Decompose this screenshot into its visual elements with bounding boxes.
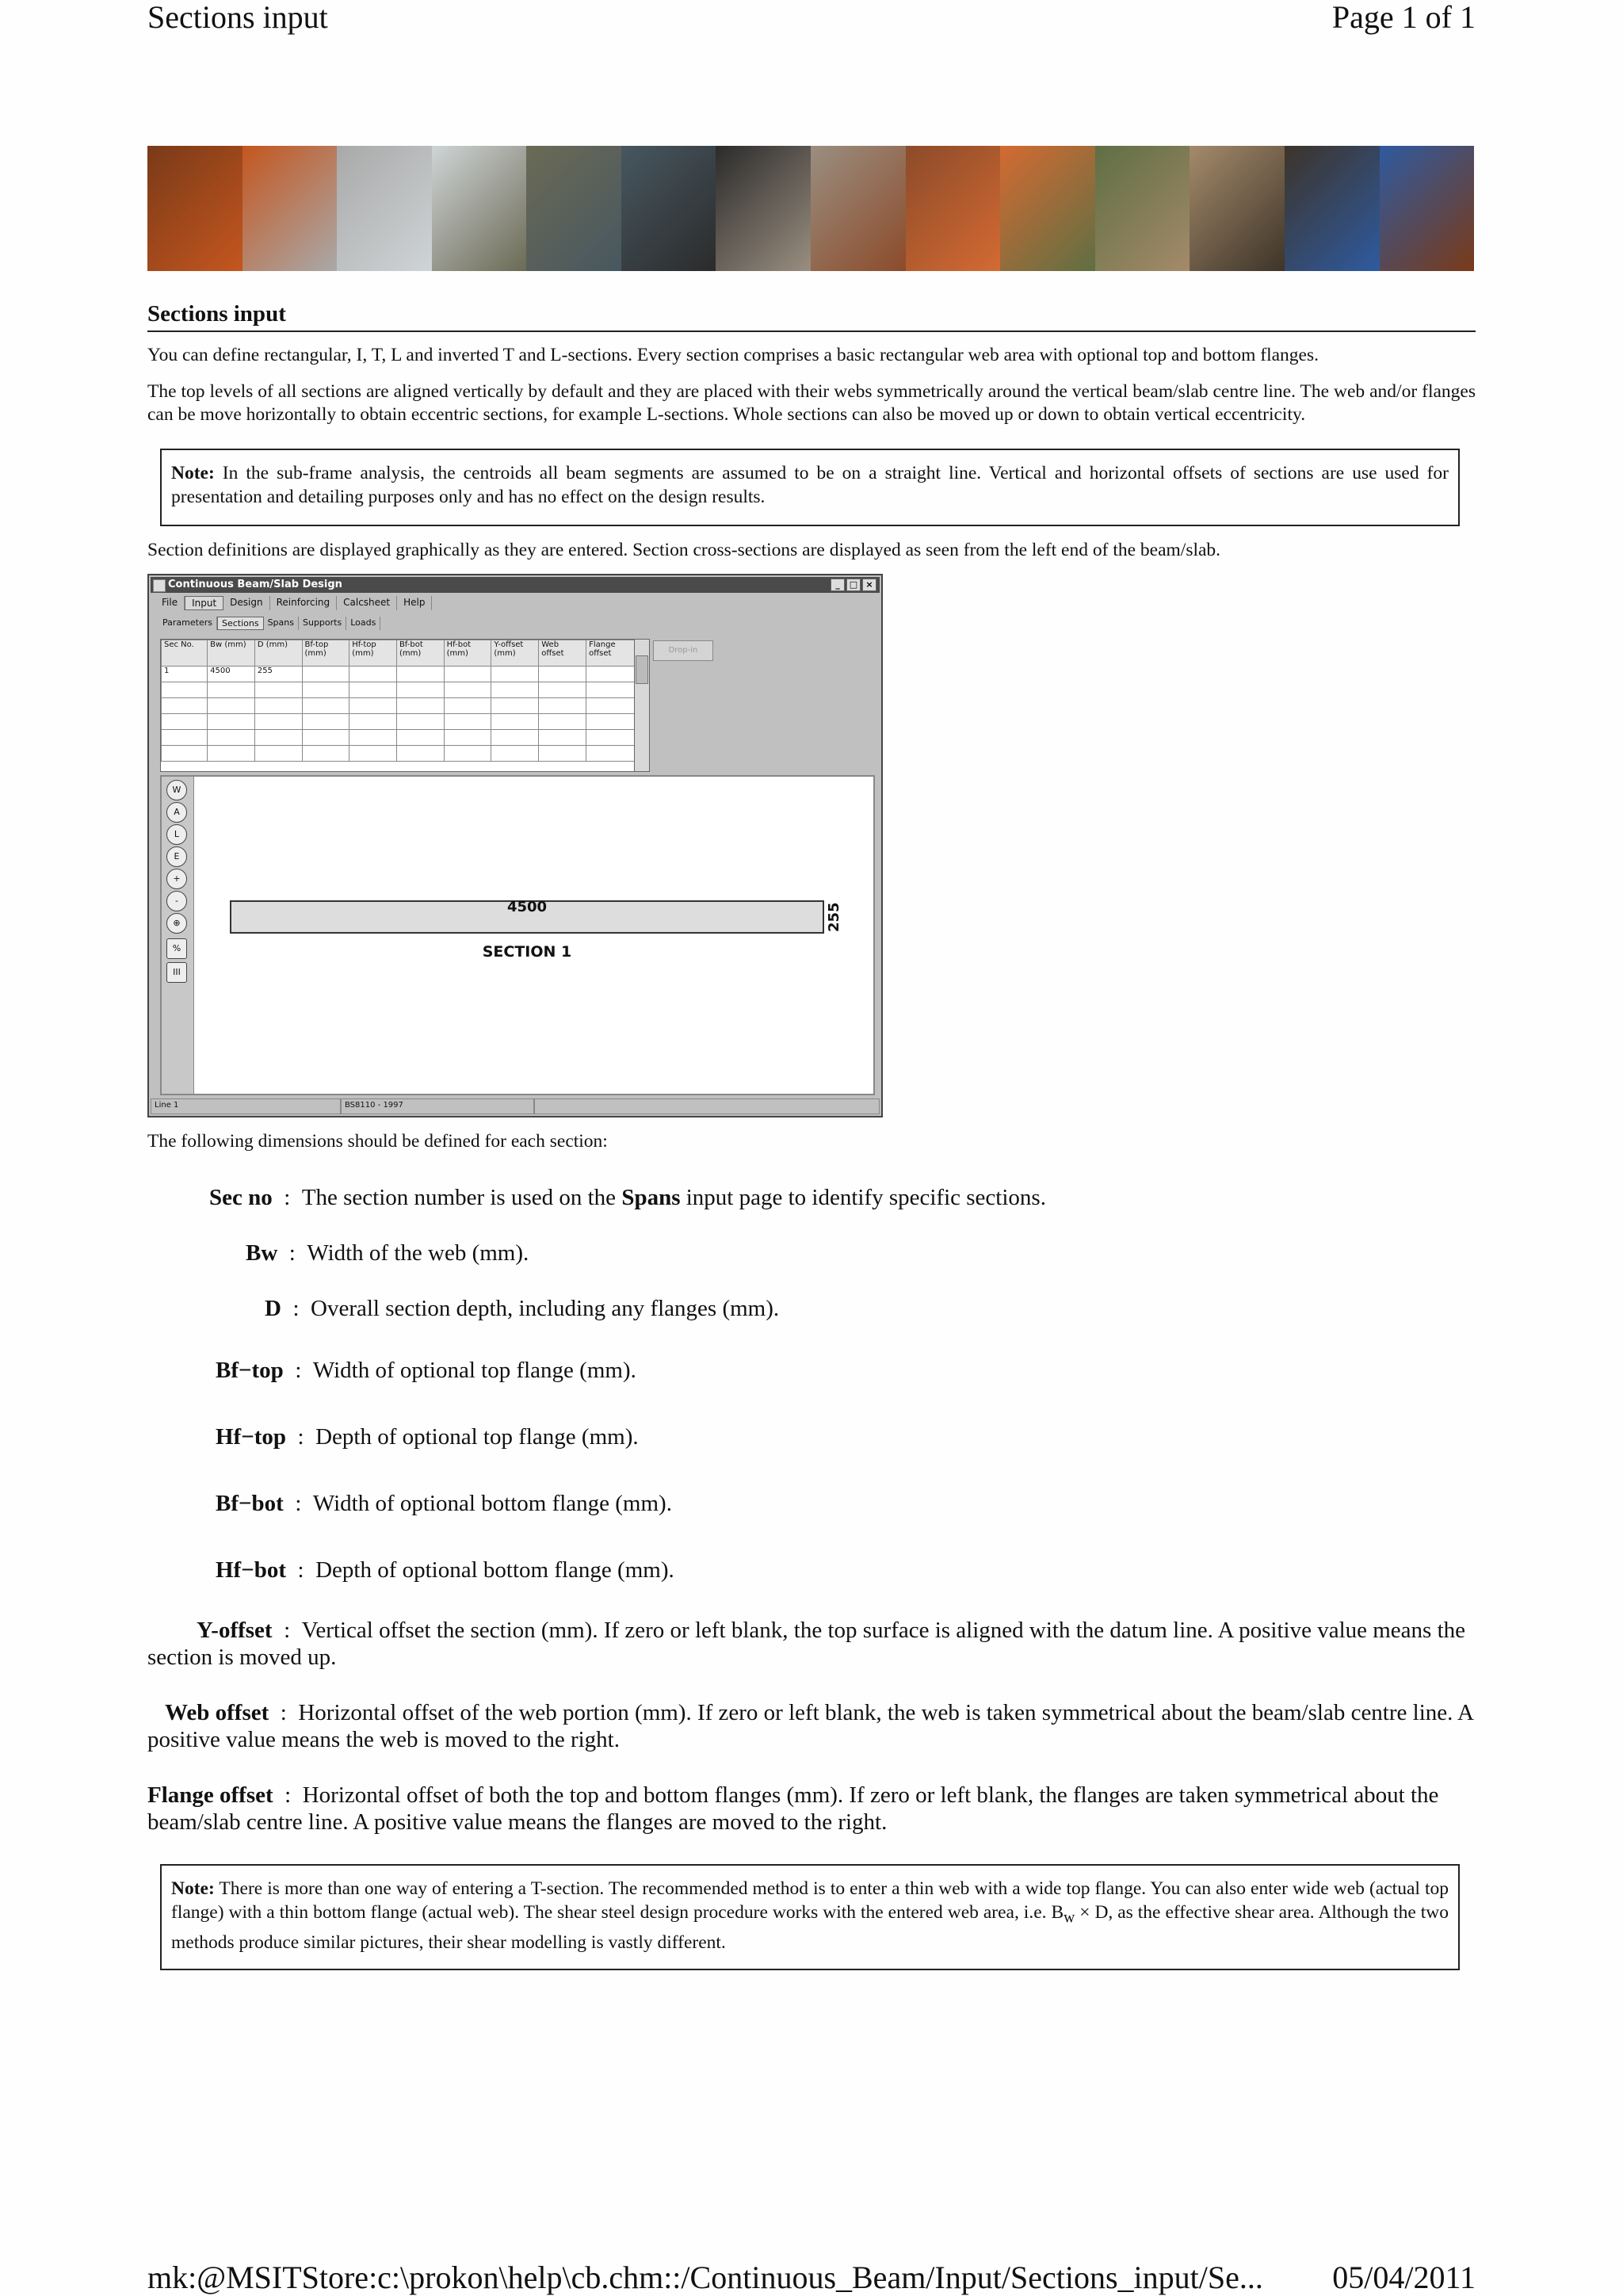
sections-grid	[160, 639, 636, 772]
banner-photo-panel	[1000, 146, 1095, 271]
display-paragraph: Section definitions are displayed graphically as they are entered. Section cross-sections are displayed as seen from the left end of the beam/slab.	[147, 540, 1221, 560]
page-number: Page 1 of 1	[1331, 0, 1476, 35]
grid-cell[interactable]	[586, 698, 635, 714]
grid-cell[interactable]	[539, 714, 586, 730]
grid-cell[interactable]	[444, 746, 491, 762]
maximize-button[interactable]: □	[846, 579, 861, 591]
tab-sections[interactable]: Sections	[217, 617, 264, 630]
col-bw: Bw (mm)	[208, 640, 255, 667]
alignment-paragraph: The top levels of all sections are aligned vertically by default and they are placed with their webs symmetrically around the vertical beam/slab centre line. The web and/or flanges can be move horizontally to obtain eccentric sections, for example L-sections. Whole sections can also be moved up or down to obtain vertical eccentricity.	[147, 381, 1476, 425]
grid-cell[interactable]	[586, 682, 635, 698]
banner-photo-panel	[337, 146, 432, 271]
zoom-all-icon[interactable]: A	[166, 802, 187, 823]
grid-cell[interactable]	[396, 746, 444, 762]
col-flange-offset: Flange offset	[586, 640, 635, 667]
grid-cell[interactable]	[349, 698, 397, 714]
status-line: Line 1	[151, 1098, 341, 1114]
grid-cell[interactable]	[539, 730, 586, 746]
grid-cell[interactable]	[208, 730, 255, 746]
table-row	[162, 714, 635, 730]
term: Sec no	[209, 1185, 273, 1210]
grid-cell[interactable]: 1	[162, 667, 208, 682]
grid-cell[interactable]	[302, 746, 349, 762]
grid-cell[interactable]	[349, 714, 397, 730]
table-row	[162, 667, 635, 682]
grid-cell[interactable]	[208, 698, 255, 714]
grid-cell[interactable]	[254, 730, 302, 746]
banner-photo-panel	[1380, 146, 1474, 271]
banner-photo-panel	[716, 146, 811, 271]
section-rectangle	[230, 900, 824, 934]
zoom-window-icon[interactable]: W	[166, 780, 187, 800]
app-window-screenshot	[147, 574, 883, 1117]
col-bf-bot: Bf-bot (mm)	[396, 640, 444, 667]
section-preview-canvas	[160, 775, 875, 1095]
grid-cell[interactable]	[302, 714, 349, 730]
term: Web offset	[165, 1700, 269, 1725]
tab-loads[interactable]: Loads	[346, 617, 380, 630]
grid-cell[interactable]	[491, 730, 539, 746]
grid-cell[interactable]	[586, 730, 635, 746]
def-d: D : Overall section depth, including any flanges (mm).	[265, 1296, 780, 1321]
page-header-title: Sections input	[147, 0, 328, 35]
col-y-offset: Y-offset (mm)	[491, 640, 539, 667]
grid-cell[interactable]	[302, 730, 349, 746]
def-web-offset: Web offset : Horizontal offset of the web portion (mm). If zero or left blank, the web is taken symmetrical about the beam/slab centre line. A positive value means the web is moved to the right.	[147, 1700, 1473, 1752]
term: Bw	[246, 1240, 278, 1266]
grid-cell[interactable]	[396, 730, 444, 746]
grid-cell[interactable]	[302, 667, 349, 682]
dimensions-intro: The following dimensions should be defined for each section:	[147, 1131, 608, 1152]
def-y-offset: Y-offset : Vertical offset the section (mm). If zero or left blank, the top surface is aligned with the datum line. A positive value means the section is moved up.	[147, 1618, 1466, 1670]
note-label: Note:	[171, 1878, 215, 1899]
banner-photo-panel	[432, 146, 527, 271]
scroll-thumb[interactable]	[636, 655, 648, 684]
grid-cell[interactable]	[254, 714, 302, 730]
banner-image-strip	[147, 146, 1474, 271]
note-label: Note:	[171, 463, 215, 483]
grid-cell[interactable]	[444, 682, 491, 698]
grid-cell[interactable]	[208, 714, 255, 730]
menu-bar	[155, 596, 432, 610]
grid-cell[interactable]	[491, 714, 539, 730]
banner-photo-panel	[242, 146, 338, 271]
dimension-icon[interactable]: III	[166, 962, 187, 983]
col-sec-no: Sec No.	[162, 640, 208, 667]
status-bar	[151, 1098, 880, 1114]
app-title: Continuous Beam/Slab Design	[168, 579, 342, 590]
term: Flange offset	[147, 1782, 273, 1808]
grid-cell[interactable]	[208, 682, 255, 698]
grid-cell[interactable]	[444, 730, 491, 746]
banner-photo-panel	[1095, 146, 1190, 271]
def-bf-top: Bf−top : Width of optional top flange (mm).	[216, 1358, 636, 1383]
app-title-bar	[151, 577, 880, 593]
section-name-label: SECTION 1	[482, 943, 572, 961]
grid-cell[interactable]	[254, 682, 302, 698]
term: Bf−bot	[216, 1491, 284, 1516]
pan-icon[interactable]: ⊕	[166, 913, 187, 934]
status-code: BS8110 - 1997	[341, 1098, 534, 1114]
grid-scrollbar[interactable]	[634, 639, 650, 772]
term: Y-offset	[197, 1618, 273, 1643]
grid-cell[interactable]	[162, 682, 208, 698]
grid-cell[interactable]	[302, 698, 349, 714]
term: Bf−top	[216, 1358, 284, 1383]
menu-reinforcing[interactable]: Reinforcing	[270, 596, 338, 610]
banner-photo-panel	[147, 146, 242, 271]
grid-cell[interactable]	[349, 730, 397, 746]
zoom-out-icon[interactable]: -	[166, 891, 187, 911]
table-row	[162, 698, 635, 714]
grid-cell[interactable]	[254, 698, 302, 714]
menu-calcsheet[interactable]: Calcsheet	[337, 596, 397, 610]
grid-cell[interactable]	[491, 682, 539, 698]
banner-photo-panel	[811, 146, 906, 271]
menu-file[interactable]: File	[155, 596, 185, 610]
note-box-tsection: Note: There is more than one way of entering a T-section. The recommended method is to enter a thin web with a wide top flange. You can also enter wide web (actual top flange) with a thin bottom flange (actual web). The shear steel design procedure works with the entered web area, i.e. $B_w \times D$, as the effective shear area. Although the two methods produce similar pictures, their shear modelling is vastly different.	[160, 1864, 1460, 1970]
tab-spans[interactable]: Spans	[264, 617, 299, 630]
grid-cell[interactable]	[491, 667, 539, 682]
term: Hf−top	[216, 1424, 287, 1450]
app-icon	[153, 579, 166, 592]
zoom-in-icon[interactable]: +	[166, 869, 187, 889]
status-empty	[534, 1098, 880, 1114]
menu-input[interactable]: Input	[185, 596, 223, 610]
grid-cell[interactable]	[586, 746, 635, 762]
grid-cell[interactable]	[162, 730, 208, 746]
grid-cell[interactable]	[254, 746, 302, 762]
grid-cell[interactable]	[162, 714, 208, 730]
grid-cell[interactable]	[162, 746, 208, 762]
footer-url: mk:@MSITStore:c:\prokon\help\cb.chm::/Continuous_Beam/Input/Sections_input/Se...	[147, 2260, 1263, 2295]
grid-cell[interactable]: 255	[254, 667, 302, 682]
banner-photo-panel	[526, 146, 621, 271]
col-hf-bot: Hf-bot (mm)	[444, 640, 491, 667]
scale-icon[interactable]: %	[166, 938, 187, 959]
table-row	[162, 746, 635, 762]
beam-depth-label: 255	[826, 902, 842, 932]
table-row	[162, 682, 635, 698]
table-row	[162, 730, 635, 746]
intro-paragraph: You can define rectangular, I, T, L and inverted T and L-sections. Every section comprises a basic rectangular web area with optional top and bottom flanges.	[147, 345, 1319, 365]
grid-cell[interactable]	[539, 667, 586, 682]
grid-cell[interactable]	[396, 714, 444, 730]
grid-cell[interactable]	[349, 682, 397, 698]
grid-cell[interactable]	[208, 746, 255, 762]
def-sec-no: Sec no : The section number is used on the Spans input page to identify specific sections.	[209, 1185, 1046, 1210]
grid-cell[interactable]	[396, 698, 444, 714]
grid-cell[interactable]	[491, 746, 539, 762]
banner-photo-panel	[1285, 146, 1380, 271]
footer-date: 05/04/2011	[1332, 2260, 1476, 2295]
grid-cell[interactable]	[396, 667, 444, 682]
menu-design[interactable]: Design	[223, 596, 269, 610]
grid-cell[interactable]	[539, 746, 586, 762]
def-bw: Bw : Width of the web (mm).	[246, 1240, 529, 1266]
col-d: D (mm)	[254, 640, 302, 667]
grid-cell[interactable]	[349, 746, 397, 762]
grid-cell[interactable]	[162, 698, 208, 714]
grid-cell[interactable]	[586, 667, 635, 682]
term: D	[265, 1296, 281, 1321]
tab-parameters[interactable]: Parameters	[158, 617, 217, 630]
note-box-subframe	[160, 449, 1460, 526]
grid-cell[interactable]	[539, 682, 586, 698]
zoom-extents-icon[interactable]: E	[166, 846, 187, 867]
def-bf-bot: Bf−bot : Width of optional bottom flange (mm).	[216, 1491, 672, 1516]
beam-width-label: 4500	[506, 899, 548, 915]
grid-cell[interactable]: 4500	[208, 667, 255, 682]
grid-cell[interactable]	[302, 682, 349, 698]
term: Hf−bot	[216, 1557, 287, 1583]
zoom-last-icon[interactable]: L	[166, 824, 187, 845]
close-button[interactable]: ×	[862, 579, 876, 591]
input-tabs	[158, 617, 380, 630]
grid-cell[interactable]	[539, 698, 586, 714]
menu-help[interactable]: Help	[397, 596, 432, 610]
grid-cell[interactable]	[444, 714, 491, 730]
def-hf-top: Hf−top : Depth of optional top flange (mm).	[216, 1424, 639, 1450]
grid-cell[interactable]	[349, 667, 397, 682]
tab-supports[interactable]: Supports	[299, 617, 346, 630]
note-text: In the sub-frame analysis, the centroids all beam segments are assumed to be on a straight line. Vertical and horizontal offsets of sections are use used for presentation and detailing purposes only and has no effect on the design results.	[171, 463, 1449, 507]
grid-cell[interactable]	[586, 714, 635, 730]
banner-photo-panel	[906, 146, 1001, 271]
col-web-offset: Web offset	[539, 640, 586, 667]
def-hf-bot: Hf−bot : Depth of optional bottom flange (mm).	[216, 1557, 674, 1583]
spans-link-text: Spans	[621, 1185, 681, 1210]
banner-photo-panel	[1190, 146, 1285, 271]
col-bf-top: Bf-top (mm)	[302, 640, 349, 667]
preview-toolbar	[162, 777, 194, 1094]
banner-photo-panel	[621, 146, 716, 271]
grid-cell[interactable]	[396, 682, 444, 698]
grid-cell[interactable]	[491, 698, 539, 714]
grid-cell[interactable]	[444, 667, 491, 682]
col-hf-top: Hf-top (mm)	[349, 640, 397, 667]
def-flange-offset: Flange offset : Horizontal offset of both the top and bottom flanges (mm). If zero or left blank, the flanges are taken symmetrical about the beam/slab centre line. A positive value means the flanges are moved to the right.	[147, 1782, 1439, 1835]
section-heading: Sections input	[147, 301, 1476, 332]
minimize-button[interactable]: _	[831, 579, 845, 591]
grid-cell[interactable]	[444, 698, 491, 714]
grid-action-button[interactable]: Drop-in	[653, 640, 713, 661]
